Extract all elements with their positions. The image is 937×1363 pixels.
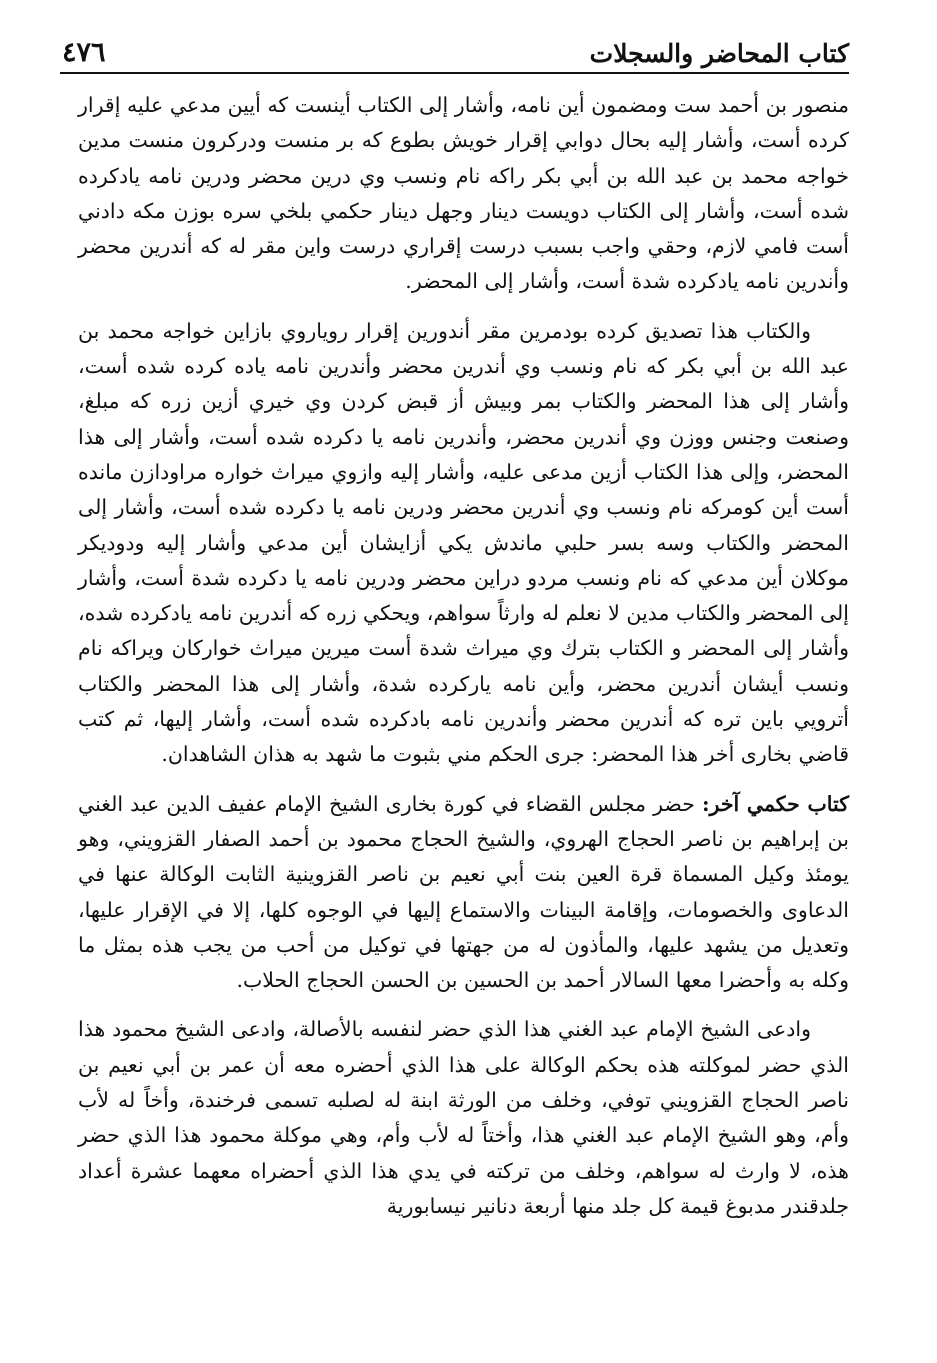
section-heading: كتاب حكمي آخر: <box>701 791 849 816</box>
body-text <box>78 88 849 1224</box>
header-rule <box>60 72 849 74</box>
section-text: حضر مجلس القضاء في كورة بخارى الشيخ الإمام عفيف الدين عبد الغني بن إبراهيم بن ناصر الحجاج الهروي، والشيخ الحجاج محمود بن أحمد الصفار القزويني، وهو يومئذ وكيل المسماة قرة العين بنت أبي نعيم بن ناصر القزوينية الثابت الوكالة عنها في الدعاوى والخصومات، وإقامة البينات والاستماع إليها في الوجوه كلها، إلا في الإقرار عليها، وتعديل من يشهد عليها، والمأذون له من جهتها في توكيل من أحب من يجب هذه بمثل ما وكله به وأحضرا معها السالار أحمد بن الحسين بن الحسن الحجاج الحلاب. <box>78 791 849 993</box>
page-number: ٤٧٦ <box>62 37 106 68</box>
running-title: كتاب المحاضر والسجلات <box>589 39 849 68</box>
paragraph-1: منصور بن أحمد ست ومضمون أين نامه، وأشار إلى الكتاب أينست كه أيين مدعي عليه إقرار كرده أست، وأشار إليه بحال دوابي إقرار خويش بطوع كه بر منست ودركرون منست مدين خواجه محمد بن عبد الله بن أبي بكر راكه نام ونسب وي درين محضر ودرين نامه يادكرده شده أست، وأشار إلى الكتاب دويست دينار وجهل دينار حكمي بلخي سره بوزن مكه دادني أست فامي لازم، وحقي واجب بسبب درست إقراري درست واين مقر له كه أندرين محضر وأندرين نامه يادكرده شدة أست، وأشار إلى المحضر. <box>78 93 849 294</box>
section-paragraph <box>78 787 849 999</box>
paragraph-2: والكتاب هذا تصديق كرده بودمرين مقر أندورين إقرار روياروي بازاين خواجه محمد بن عبد الله بن أبي بكر كه نام ونسب وي أندرين محضر وأندرين نامه ياده كرده شده أست، وأشار إلى هذا المحضر والكتاب بمر وبيش أز قبض كردن وي خيري أزين زره كه مبلغ، وصنعت وجنس ووزن وي أندرين محضر، وأندرين نامه يا دكرده شده أست، وأشار إلى هذا المحضر، وإلى هذا الكتاب أزين مدعى عليه، وأشار إليه وازوي ميراث خواره مراودازن مانده أست أين كومركه نام ونسب وي أندرين محضر ودرين نامه يا دكرده شده أست، وأشار إلى المحضر والكتاب وسه بسر حلبي ماندش يكي أزايشان أين مدعي وأشار إليه ودوديكر موكلان أين مدعي كه نام ونسب مردو دراين محضر ودرين نامه يا دكرده شدة أست، وأشار إلى المحضر والكتاب مدين لا نعلم له وارثاً سواهم، ويحكي زره كه أندرين نامه يادكرده شده، وأشار إلى المحضر و الكتاب بترك وي ميراث شدة أست ميرين ميراث خواركان ويراكه نام ونسب أيشان أندرين محضر، وأين نامه ياركرده شدة، وأشار إلى هذا المحضر والكتاب أترويي باين تره كه أندرين محضر وأندرين نامه بادكرده شده أست، وأشار إليها، ثم كتب قاضي بخارى أخر هذا المحضر: جرى الحكم مني بثبوت ما شهد به هذان الشاهدان. <box>78 318 849 767</box>
paragraph-4: وادعى الشيخ الإمام عبد الغني هذا الذي حضر لنفسه بالأصالة، وادعى الشيخ محمود هذا الذي حضر لموكلته هذه بحكم الوكالة على هذا الذي أحضره معه أن عمر بن أبي نعيم بن ناصر الحجاج القزويني توفي، وخلف من الورثة ابنة له لصلبه تسمى فرخندة، وأخاً له لأب وأم، وهو الشيخ الإمام عبد الغني هذا، وأختاً له لأب وأم، وهي موكلة محمود هذا الذي حضر هذه، لا وارث له سواهم، وخلف من تركته في يدي هذا الذي أحضراه معهما عشرة أعداد جلدقندر مدبوغ قيمة كل جلد منها أربعة دنانير نيسابورية <box>78 1017 849 1218</box>
page-header <box>62 22 849 66</box>
